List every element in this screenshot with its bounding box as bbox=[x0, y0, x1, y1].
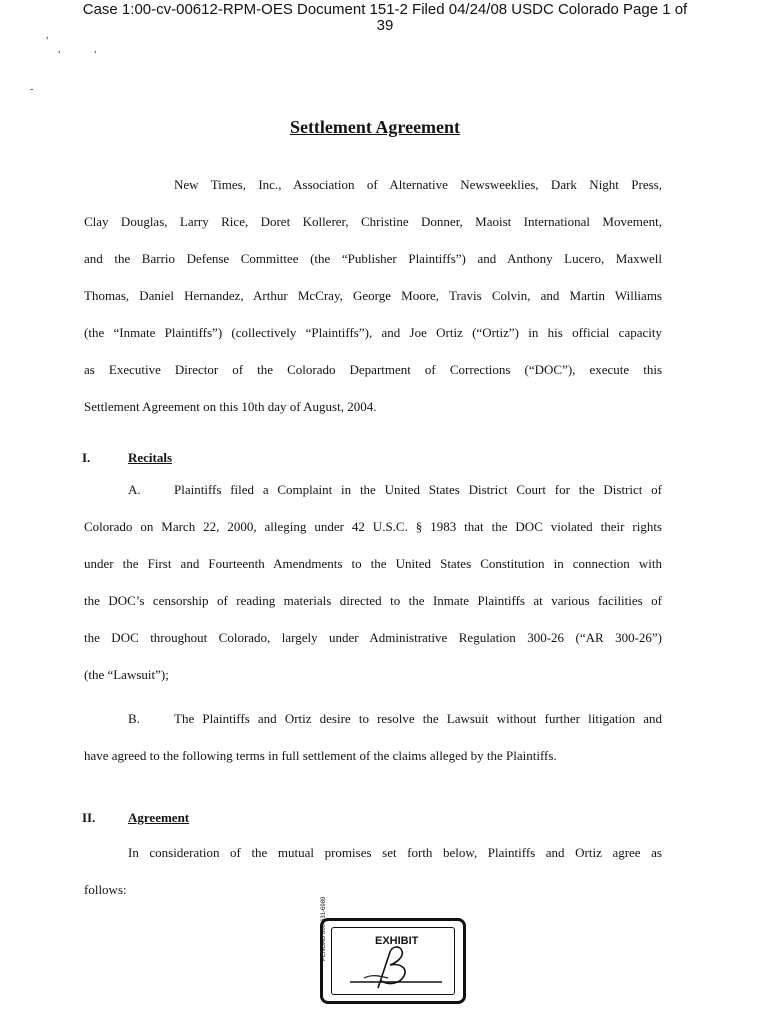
intro-line: Settlement Agreement on this 10th day of August, 2004. bbox=[84, 399, 377, 414]
section-number: I. bbox=[82, 450, 91, 465]
section-number: II. bbox=[82, 810, 96, 825]
intro-line: New Times, Inc., Association of Alternative Newsweeklies, Dark Night Press, bbox=[174, 177, 662, 192]
agreement-line: follows: bbox=[84, 882, 127, 897]
scan-speck: , bbox=[58, 44, 61, 55]
exhibit-stamp bbox=[320, 896, 466, 1004]
exhibit-label: EXHIBIT bbox=[375, 935, 419, 947]
section-title: Recitals bbox=[128, 450, 173, 465]
recital-b-label: B. bbox=[128, 711, 140, 726]
recital-a bbox=[84, 471, 662, 693]
recital-b-line: have agreed to the following terms in full settlement of the claims alleged by the Plaintiffs. bbox=[84, 748, 557, 763]
intro-line: and the Barrio Defense Committee (the “Publisher Plaintiffs”) and Anthony Lucero, Maxwell bbox=[84, 251, 662, 266]
exhibit-mark-handwriting bbox=[320, 918, 466, 1004]
recital-b-text: The Plaintiffs and Ortiz desire to resolve the Lawsuit without further litigation and bbox=[174, 711, 662, 726]
intro-line: Clay Douglas, Larry Rice, Doret Kollerer, Christine Donner, Maoist International Movement, bbox=[84, 214, 662, 229]
recital-a-line: (the “Lawsuit”); bbox=[84, 667, 169, 682]
recital-a-line: Colorado on March 22, 2000, alleging under 42 U.S.C. § 1983 that the DOC violated their rights bbox=[84, 519, 662, 534]
recital-a-line: the DOC throughout Colorado, largely under Administrative Regulation 300-26 (“AR 300-26”) bbox=[84, 630, 662, 645]
scan-speck: - bbox=[30, 84, 34, 95]
intro-paragraph bbox=[84, 166, 662, 425]
section-title: Agreement bbox=[128, 810, 190, 825]
exhibit-side-text: PENGAD 800-631-6989 bbox=[321, 896, 327, 961]
recital-a-line: the DOC’s censorship of reading materials directed to the Inmate Plaintiffs at various facilities of bbox=[84, 593, 662, 608]
recital-a-text: Plaintiffs filed a Complaint in the United States District Court for the District of bbox=[174, 482, 662, 497]
scan-speck: , bbox=[46, 30, 49, 41]
recital-a-line: under the First and Fourteenth Amendments to the United States Constitution in connection with bbox=[84, 556, 662, 571]
agreement-line: In consideration of the mutual promises set forth below, Plaintiffs and Ortiz agree as bbox=[128, 845, 662, 860]
intro-line: as Executive Director of the Colorado Department of Corrections (“DOC”), execute this bbox=[84, 362, 662, 377]
case-header-line-1: Case 1:00-cv-00612-RPM-OES Document 151-2 Filed 04/24/08 USDC Colorado Page 1 of bbox=[82, 1, 688, 18]
case-header-line-2: 39 bbox=[376, 17, 394, 34]
recital-a-label: A. bbox=[128, 482, 141, 497]
scan-speck: , bbox=[94, 44, 97, 55]
recital-b-line bbox=[84, 700, 662, 737]
agreement-paragraph bbox=[84, 834, 662, 908]
recital-a-line bbox=[84, 471, 662, 508]
section-agreement-heading bbox=[82, 810, 189, 826]
document-title: Settlement Agreement bbox=[289, 117, 461, 137]
recital-b bbox=[84, 700, 662, 774]
section-recitals-heading bbox=[82, 450, 172, 466]
intro-line: (the “Inmate Plaintiffs”) (collectively “Plaintiffs”), and Joe Ortiz (“Ortiz”) in his official capacity bbox=[84, 325, 662, 340]
intro-line: Thomas, Daniel Hernandez, Arthur McCray, George Moore, Travis Colvin, and Martin Williams bbox=[84, 288, 662, 303]
